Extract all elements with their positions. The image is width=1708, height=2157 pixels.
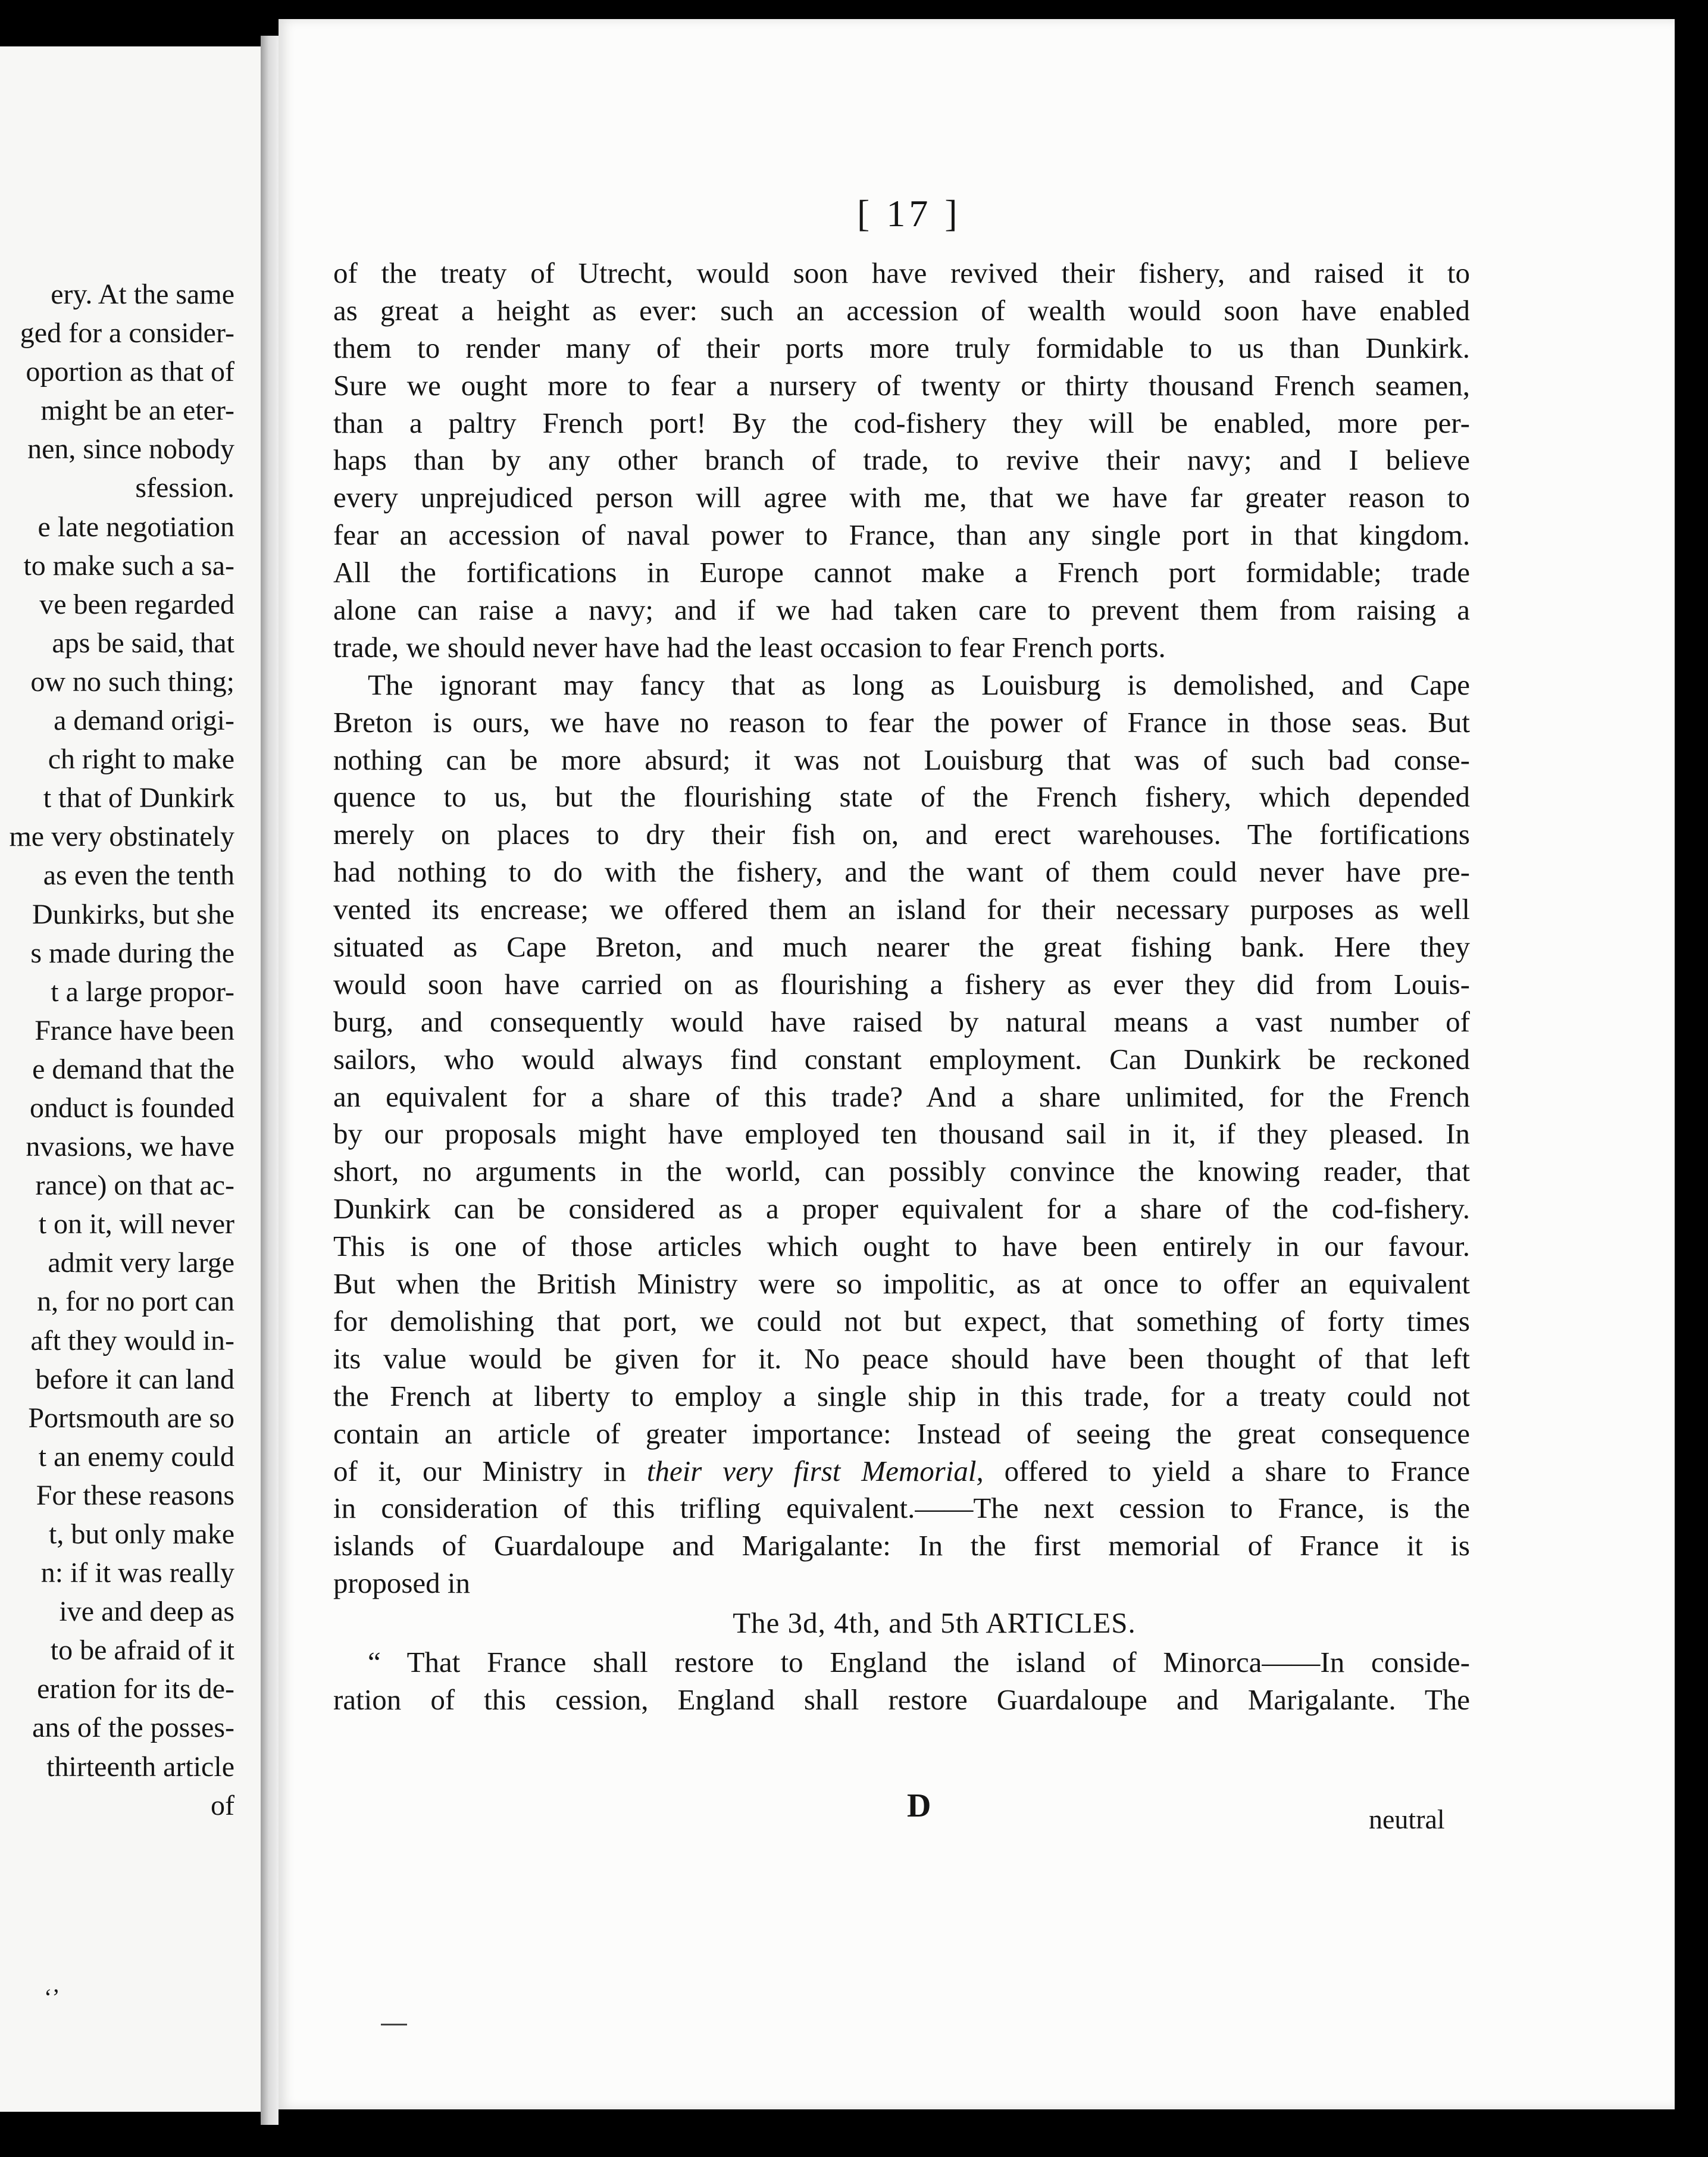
left-text-line: rance) on that ac- xyxy=(35,1170,234,1202)
text-line: alone can raise a navy; and if we had taken care to prevent them from raising a xyxy=(333,593,1470,627)
text-line: for demolishing that port, we could not but expect, that something of forty times xyxy=(333,1304,1470,1337)
left-text-line: e demand that the xyxy=(32,1053,234,1085)
text-line: Breton is ours, we have no reason to fear the power of France in those seas. But xyxy=(333,705,1470,739)
left-text-line: t an enemy could xyxy=(38,1440,234,1473)
left-text-line: nvasions, we have xyxy=(26,1131,234,1163)
left-text-line: e late negotiation xyxy=(37,511,234,543)
text-line: ration of this cession, England shall restore Guardaloupe and Marigalante. The xyxy=(333,1683,1470,1716)
left-text-line: n: if it was really xyxy=(40,1557,234,1589)
left-text-line: t a large propor- xyxy=(51,976,234,1008)
text-line: than a paltry French port! By the cod-fishery they will be enabled, more per- xyxy=(333,406,1470,439)
book-gutter xyxy=(261,36,279,2125)
text-line: nothing can be more absurd; it was not Louisburg that was of such bad conse- xyxy=(333,743,1470,776)
text-line: had nothing to do with the fishery, and the want of them could never have pre- xyxy=(333,855,1470,889)
stray-ink-mark: ‘’ xyxy=(44,1984,60,2011)
text-line: short, no arguments in the world, can possibly convince the knowing reader, that xyxy=(333,1155,1470,1188)
text-line: contain an article of greater importance: Instead of seeing the great consequence xyxy=(333,1417,1470,1450)
left-text-line: ow no such thing; xyxy=(30,665,234,698)
text-line: as great a height as ever: such an accession of wealth would soon have enabled xyxy=(333,293,1470,327)
italic-memorial: their very first Memorial, xyxy=(646,1454,984,1487)
quoted-article xyxy=(333,1644,1470,1719)
left-text-line: to make such a sa- xyxy=(23,549,234,582)
left-text-line: a demand origi- xyxy=(54,705,234,737)
text-line: its value would be given for it. No peace should have been thought of that left xyxy=(333,1342,1470,1375)
text-line: Dunkirk can be considered as a proper equivalent for a share of the cod-fishery. xyxy=(333,1192,1470,1226)
text-line: The ignorant may fancy that as long as Louisburg is demolished, and Cape xyxy=(368,668,1470,701)
text-line: every unprejudiced person will agree with me, that we have far greater reason to xyxy=(333,481,1470,514)
left-text-line: t that of Dunkirk xyxy=(43,782,234,814)
text-line: But when the British Ministry were so impolitic, as at once to offer an equivalent xyxy=(333,1267,1470,1301)
left-text-line: might be an eter- xyxy=(40,395,234,427)
text-line: situated as Cape Breton, and much nearer the great fishing bank. Here they xyxy=(333,930,1470,964)
left-text-line: Dunkirks, but she xyxy=(32,898,234,930)
paragraph-2 xyxy=(333,667,1470,1453)
left-text-line: as even the tenth xyxy=(43,859,234,892)
text-line: “ That France shall restore to England the island of Minorca——In conside- xyxy=(368,1646,1470,1679)
text-line: quence to us, but the flourishing state of the French fishery, which depended xyxy=(333,780,1470,814)
left-text-line: ery. At the same xyxy=(51,279,234,310)
left-text-line: n, for no port can xyxy=(37,1286,234,1318)
text-line: fear an accession of naval power to France, than any single port in that kingdom. xyxy=(333,518,1470,552)
signature-mark: D xyxy=(907,1787,931,1824)
left-text-line: ch right to make xyxy=(48,743,234,776)
left-text-line: s made during the xyxy=(30,937,234,969)
text-line: would soon have carried on as flourishing a fishery as ever they did from Louis- xyxy=(333,967,1470,1001)
left-text-line: onduct is founded xyxy=(30,1092,234,1124)
text-line: merely on places to dry their fish on, and erect warehouses. The fortifications xyxy=(333,818,1470,851)
text-line-italic: of it, our Ministry in their very first Memorial, offered to yield a share to France xyxy=(333,1454,1470,1487)
left-page-text xyxy=(0,275,234,1825)
left-page xyxy=(0,46,261,2112)
left-text-line: Portsmouth are so xyxy=(28,1402,234,1434)
text-line: the French at liberty to employ a single ship in this trade, for a treaty could not xyxy=(333,1379,1470,1412)
text-line: Sure we ought more to fear a nursery of twenty or thirty thousand French seamen, xyxy=(333,368,1470,402)
text-line: All the fortifications in Europe cannot make a French port formidable; trade xyxy=(333,556,1470,589)
left-text-line: before it can land xyxy=(35,1363,234,1395)
text-line: vented its encrease; we offered them an island for their necessary purposes as well xyxy=(333,893,1470,926)
left-text-line: France have been xyxy=(35,1014,234,1046)
stray-ink-dash xyxy=(381,2024,407,2025)
text-line: trade, we should never have had the least occasion to fear French ports. xyxy=(333,630,1166,664)
text-line: of the treaty of Utrecht, would soon have revived their fishery, and raised it to xyxy=(333,257,1470,289)
left-text-line: For these reasons xyxy=(36,1479,234,1511)
text-line: proposed in xyxy=(333,1567,470,1600)
left-text-line: t on it, will never xyxy=(38,1208,234,1240)
left-text-line: aft they would in- xyxy=(30,1324,234,1356)
main-text xyxy=(333,255,1470,1719)
left-text-line: ged for a consider- xyxy=(20,317,234,349)
left-text-line: of xyxy=(211,1789,234,1821)
left-text-line: aps be said, that xyxy=(52,627,234,659)
articles-heading: The 3d, 4th, and 5th ARTICLES. xyxy=(733,1606,1136,1640)
text-line: This is one of those articles which ought to have been entirely in our favour. xyxy=(333,1230,1470,1263)
paragraph-1 xyxy=(333,255,1470,667)
left-text-line: t, but only make xyxy=(49,1518,234,1550)
left-text-line: to be afraid of it xyxy=(50,1634,234,1667)
text-line: by our proposals might have employed ten thousand sail in it, if they pleased. In xyxy=(333,1117,1470,1151)
left-text-line: ans of the posses- xyxy=(32,1712,234,1744)
left-text-line: sfession. xyxy=(135,472,234,504)
left-text-line: nen, since nobody xyxy=(27,433,234,465)
text-line: burg, and consequently would have raised by natural means a vast number of xyxy=(333,1005,1470,1038)
left-text-line: eration for its de- xyxy=(37,1673,234,1705)
page-number: [ 17 ] xyxy=(857,192,961,235)
left-text-line: ive and deep as xyxy=(59,1596,234,1628)
left-text-line: oportion as that of xyxy=(26,356,234,388)
paragraph-2-end xyxy=(333,1490,1470,1602)
left-text-line: me very obstinately xyxy=(9,821,234,853)
catchword: neutral xyxy=(1369,1804,1445,1834)
left-text-line: thirteenth article xyxy=(46,1750,234,1783)
text-line: haps than by any other branch of trade, to revive their navy; and I believe xyxy=(333,443,1470,477)
left-text-line: ve been regarded xyxy=(39,588,234,620)
text-line: an equivalent for a share of this trade? And a share unlimited, for the French xyxy=(333,1080,1470,1113)
text-line: them to render many of their ports more truly formidable to us than Dunkirk. xyxy=(333,331,1470,364)
left-text-line: admit very large xyxy=(48,1247,234,1279)
text-line: islands of Guardaloupe and Marigalante: In the first memorial of France it is xyxy=(333,1529,1470,1562)
text-line: in consideration of this trifling equivalent.——The next cession to France, is the xyxy=(333,1492,1470,1525)
text-line: sailors, who would always find constant employment. Can Dunkirk be reckoned xyxy=(333,1042,1470,1076)
